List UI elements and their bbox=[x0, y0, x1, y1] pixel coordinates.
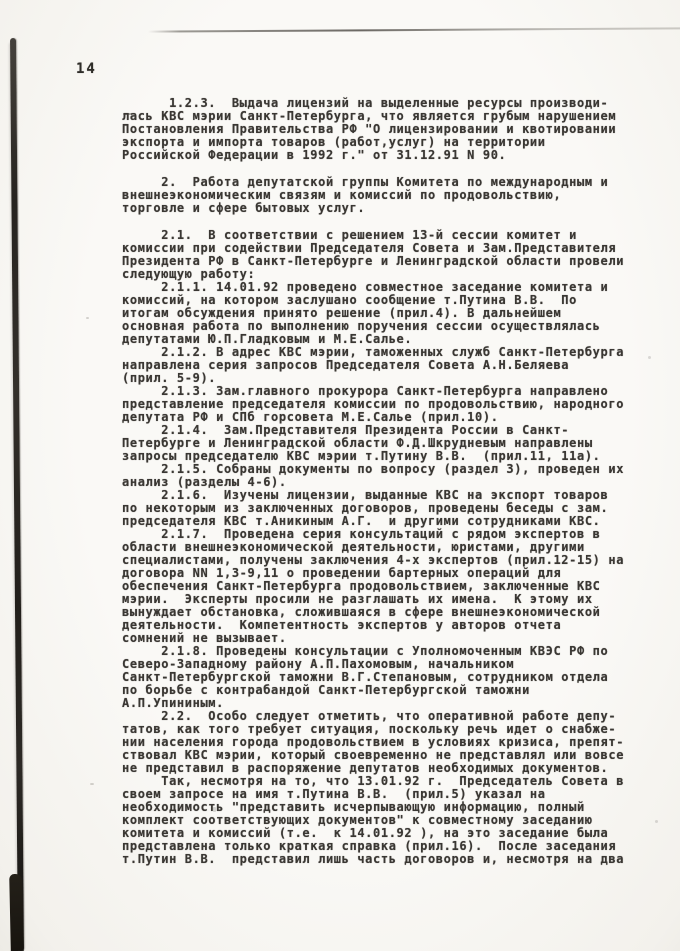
text-line: следующую работу: bbox=[122, 267, 256, 281]
page-number: 14 bbox=[76, 61, 97, 77]
text-line: комиссии при содействии Председателя Совета и Зам.Представителя bbox=[122, 241, 617, 255]
text-line: председателя КВС т.Аникиным А.Г. и другими сотрудниками КВС. bbox=[122, 514, 601, 528]
text-line: т.Путин В.В. представил лишь часть договоров и, несмотря на два bbox=[122, 852, 625, 866]
text-line: торговле и сфере бытовых услуг. bbox=[122, 201, 366, 215]
blank-line bbox=[122, 162, 624, 176]
text-line: 2.1.5. Собраны документы по вопросу (раздел 3), проведен их bbox=[122, 462, 625, 476]
text-line: комиссий, на котором заслушано сообщение т.Путина В.В. По bbox=[122, 293, 577, 307]
text-line: не представил в распоряжение депутатов необходимых документов. bbox=[122, 761, 609, 775]
text-line: Северо-Западному району А.П.Пахомовым, начальником bbox=[122, 657, 515, 671]
scan-binding-blob bbox=[9, 874, 24, 951]
text-line: итогам обсуждения принято решение (прил.4). В дальнейшем bbox=[122, 306, 562, 320]
scan-speck bbox=[648, 356, 651, 359]
text-line: 2.1.8. Проведены консультации с Уполномоченным КВЭС РФ по bbox=[122, 644, 609, 658]
text-line: Российской Федерации в 1992 г." от 31.12.91 N 90. bbox=[122, 148, 507, 162]
text-line: 2. Работа депутатской группы Комитета по международным и bbox=[122, 175, 609, 189]
text-line: 2.1. В соответствии с решением 13-й сессии комитет и bbox=[122, 228, 577, 242]
text-line: 2.1.1. 14.01.92 проведено совместное заседание комитета и bbox=[122, 280, 609, 294]
text-line: основная работа по выполнению поручения сессии осуществлялась bbox=[122, 319, 601, 333]
text-line: области внешнеэкономической деятельности, юристами, другими bbox=[122, 540, 585, 554]
scan-speck bbox=[90, 783, 94, 785]
text-line: 1.2.3. Выдача лицензий на выделенные ресурсы производи- bbox=[122, 96, 609, 110]
text-line: лась КВС мэрии Санкт-Петербурга, что является грубым нарушением bbox=[122, 109, 617, 123]
text-line: экспорта и импорта товаров (работ,услуг) на территории bbox=[122, 135, 546, 149]
text-line: 2.1.6. Изучены лицензии, выданные КВС на экспорт товаров bbox=[122, 488, 609, 502]
text-line: необходимость "представить исчерпывающую информацию, полный bbox=[122, 800, 585, 814]
text-line: 2.1.7. Проведена серия консультаций с рядом экспертов в bbox=[122, 527, 601, 541]
text-line: ствовал КВС мэрии, который своевременно не представлял или вовсе bbox=[122, 748, 625, 762]
scan-speck bbox=[655, 820, 658, 823]
text-line: своем запросе на имя т.Путина В.В. (прил.5) указал на bbox=[122, 787, 546, 801]
text-line: представление председателя комиссии по продовольствию, народного bbox=[122, 397, 625, 411]
text-line: 2.1.3. Зам.главного прокурора Санкт-Петербурга направлено bbox=[122, 384, 609, 398]
text-line: представлена только краткая справка (прил.16). После заседания bbox=[122, 839, 617, 853]
text-line: анализ (разделы 4-6). bbox=[122, 475, 287, 489]
text-line: (прил. 5-9). bbox=[122, 371, 217, 385]
text-line: 2.1.4. Зам.Представителя Президента России в Санкт- bbox=[122, 423, 570, 437]
text-line: Так, несмотря на то, что 13.01.92 г. Председатель Совета в bbox=[122, 774, 625, 788]
text-line: внешнеэкономическим связям и комиссий по продовольствию, bbox=[122, 188, 562, 202]
text-line: сомнений не вызывает. bbox=[122, 631, 287, 645]
text-line: по борьбе с контрабандой Санкт-Петербургской таможни bbox=[122, 683, 530, 697]
text-line: депутатами Ю.П.Гладковым и М.Е.Салье. bbox=[122, 332, 413, 346]
text-line: по некоторым из заключенных договоров, проведены беседы с зам. bbox=[122, 501, 609, 515]
text-line: комитета и комиссий (т.е. к 14.01.92 ), на это заседание была bbox=[122, 826, 609, 840]
text-line: Санкт-Петербургской таможни В.Г.Степановым, сотрудником отдела bbox=[122, 670, 609, 684]
text-line: А.П.Упининым. bbox=[122, 696, 224, 710]
text-line: нии населения города продовольствием в условиях кризиса, препят- bbox=[122, 735, 625, 749]
text-line: 2.2. Особо следует отметить, что оперативной работе депу- bbox=[122, 709, 617, 723]
text-line: комплект соответствующих документов" к совместному заседанию bbox=[122, 813, 593, 827]
text-line: вынуждает обстановка, сложившаяся в сфере внешнеэкономической bbox=[122, 605, 601, 619]
text-line: Постановления Правительства РФ "О лицензировании и квотировании bbox=[122, 122, 617, 136]
scan-speck bbox=[86, 317, 89, 319]
text-line: мэрии. Эксперты просили не разглашать их имена. К этому их bbox=[122, 592, 593, 606]
text-line: татов, как того требует ситуация, поскольку речь идет о снабже- bbox=[122, 722, 617, 736]
text-line: договора NN 1,3-9,11 о проведении бартерных операций для bbox=[122, 566, 562, 580]
text-line: деятельности. Компетентность экспертов у авторов отчета bbox=[122, 618, 562, 632]
text-line: направлена серия запросов Председателя Совета А.Н.Беляева bbox=[122, 358, 570, 372]
text-line: специалистами, получены заключения 4-х экспертов (прил.12-15) на bbox=[122, 553, 625, 567]
text-line: запросы председателю КВС мэрии т.Путину В.В. (прил.11, 11а). bbox=[122, 449, 601, 463]
text-line: Президента РФ в Санкт-Петербурге и Ленинградской области провели bbox=[122, 254, 625, 268]
blank-line bbox=[122, 215, 624, 229]
text-line: депутата РФ и СПб горсовета М.Е.Салье (прил.10). bbox=[122, 410, 499, 424]
scan-binding-edge bbox=[10, 38, 24, 951]
text-line: Петербурге и Ленинградской области Ф.Д.Шкрудневым направлены bbox=[122, 436, 593, 450]
text-line: 2.1.2. В адрес КВС мэрии, таможенных служб Санкт-Петербурга bbox=[122, 345, 625, 359]
document-lines bbox=[122, 97, 624, 866]
scan-scratch-line bbox=[148, 27, 680, 32]
text-line: обеспечения Санкт-Петербурга продовольствием, заключенные КВС bbox=[122, 579, 601, 593]
